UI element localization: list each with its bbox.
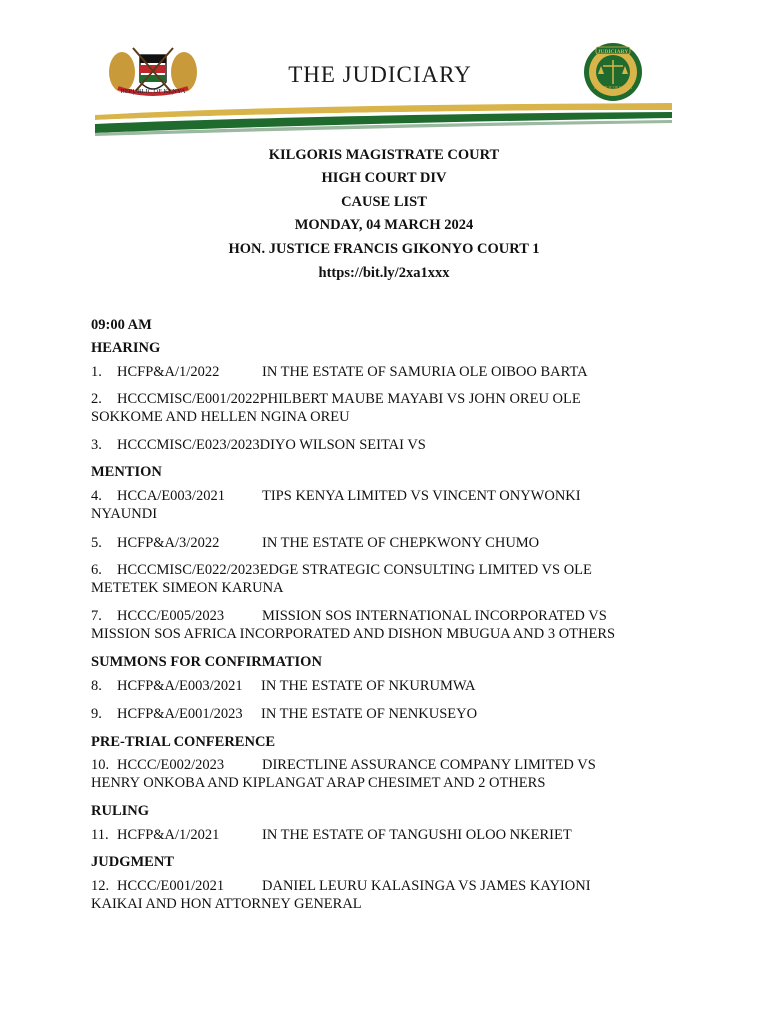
list-item (91, 436, 686, 454)
list-item (91, 877, 686, 913)
case-title: PHILBERT MAUBE MAYABI VS JOHN OREU OLE (259, 391, 581, 407)
item-number: 3. (91, 437, 102, 453)
case-title-continued: NYAUNDI (91, 506, 158, 522)
case-number: HCCC/E001/2021 (117, 878, 225, 894)
virtual-court-link[interactable]: https://bit.ly/2xa1xxx (318, 265, 450, 281)
list-item (91, 487, 686, 523)
case-title-continued: KAIKAI AND HON ATTORNEY GENERAL (91, 896, 362, 912)
section-heading-judgment: JUDGMENT (91, 854, 174, 870)
court-name: KILGORIS MAGISTRATE COURT (268, 147, 500, 163)
case-title: IN THE ESTATE OF CHEPKWONY CHUMO (262, 535, 540, 551)
list-item (91, 561, 686, 597)
item-number: 2. (91, 391, 102, 407)
case-title: MISSION SOS INTERNATIONAL INCORPORATED VS (262, 608, 607, 624)
case-title-continued: MISSION SOS AFRICA INCORPORATED AND DISHON MBUGUA AND 3 OTHERS (91, 626, 616, 642)
item-number: 7. (91, 608, 102, 624)
case-title: EDGE STRATEGIC CONSULTING LIMITED VS OLE (259, 562, 592, 578)
section-heading-hearing: HEARING (91, 340, 161, 356)
section-heading-pretrial: PRE-TRIAL CONFERENCE (91, 734, 276, 750)
judiciary-letterhead (0, 0, 768, 145)
case-number: HCCC/E005/2023 (117, 608, 225, 624)
section-heading-mention: MENTION (91, 464, 162, 480)
item-number: 12. (91, 878, 110, 894)
item-number: 4. (91, 488, 102, 504)
case-number: HCCCMISC/E001/2022 (117, 391, 260, 407)
item-number: 10. (91, 757, 110, 773)
item-number: 5. (91, 535, 102, 551)
case-title: IN THE ESTATE OF NKURUMWA (261, 678, 476, 694)
case-number: HCCCMISC/E023/2023 (117, 437, 260, 453)
case-number: HCFP&A/E003/2021 (117, 678, 243, 694)
right-emblem-text-top: JUDICIARY (597, 49, 629, 55)
case-title: IN THE ESTATE OF NENKUSEYO (261, 706, 478, 722)
case-number: HCCC/E002/2023 (117, 757, 225, 773)
case-title: DIRECTLINE ASSURANCE COMPANY LIMITED VS (262, 757, 596, 773)
case-number: HCCCMISC/E022/2023 (117, 562, 260, 578)
item-number: 11. (91, 827, 109, 843)
list-item (91, 705, 686, 723)
case-number: HCFP&A/1/2022 (117, 364, 220, 380)
case-number: HCFP&A/3/2022 (117, 535, 220, 551)
item-number: 9. (91, 706, 102, 722)
item-number: 6. (91, 562, 102, 578)
case-title: IN THE ESTATE OF SAMURIA OLE OIBOO BARTA (262, 364, 588, 380)
letterhead-title: THE JUDICIARY (288, 62, 472, 87)
case-title-continued: METETEK SIMEON KARUNA (91, 580, 284, 596)
list-item (91, 607, 686, 643)
case-title-continued: SOKKOME AND HELLEN NGINA OREU (91, 409, 350, 425)
list-item (91, 756, 686, 792)
list-date: MONDAY, 04 MARCH 2024 (294, 217, 474, 233)
case-number: HCCA/E003/2021 (117, 488, 225, 504)
case-title: IN THE ESTATE OF TANGUSHI OLOO NKERIET (262, 827, 572, 843)
list-item (91, 390, 686, 426)
case-title-continued: HENRY ONKOBA AND KIPLANGAT ARAP CHESIMET AND 2 OTHERS (91, 775, 546, 791)
presiding-judge: HON. JUSTICE FRANCIS GIKONYO COURT 1 (228, 241, 540, 257)
item-number: 8. (91, 678, 102, 694)
list-item (91, 677, 686, 695)
left-emblem-caption: REPUBLIC OF KENYA (120, 88, 186, 95)
case-number: HCFP&A/1/2021 (117, 827, 220, 843)
case-title: DANIEL LEURU KALASINGA VS JAMES KAYIONI (262, 878, 591, 894)
session-time: 09:00 AM (91, 317, 152, 333)
list-item (91, 534, 686, 552)
division-name: HIGH COURT DIV (321, 170, 447, 186)
case-title: DIYO WILSON SEITAI VS (259, 437, 426, 453)
document-type: CAUSE LIST (341, 194, 427, 210)
case-title: TIPS KENYA LIMITED VS VINCENT ONYWONKI (262, 488, 581, 504)
list-item (91, 826, 686, 844)
item-number: 1. (91, 364, 102, 380)
right-emblem-text-bottom: REPUBLIC OF KENYA (594, 86, 632, 90)
section-heading-summons: SUMMONS FOR CONFIRMATION (91, 654, 322, 670)
case-number: HCFP&A/E001/2023 (117, 706, 243, 722)
section-heading-ruling: RULING (91, 803, 150, 819)
list-item (91, 363, 686, 381)
